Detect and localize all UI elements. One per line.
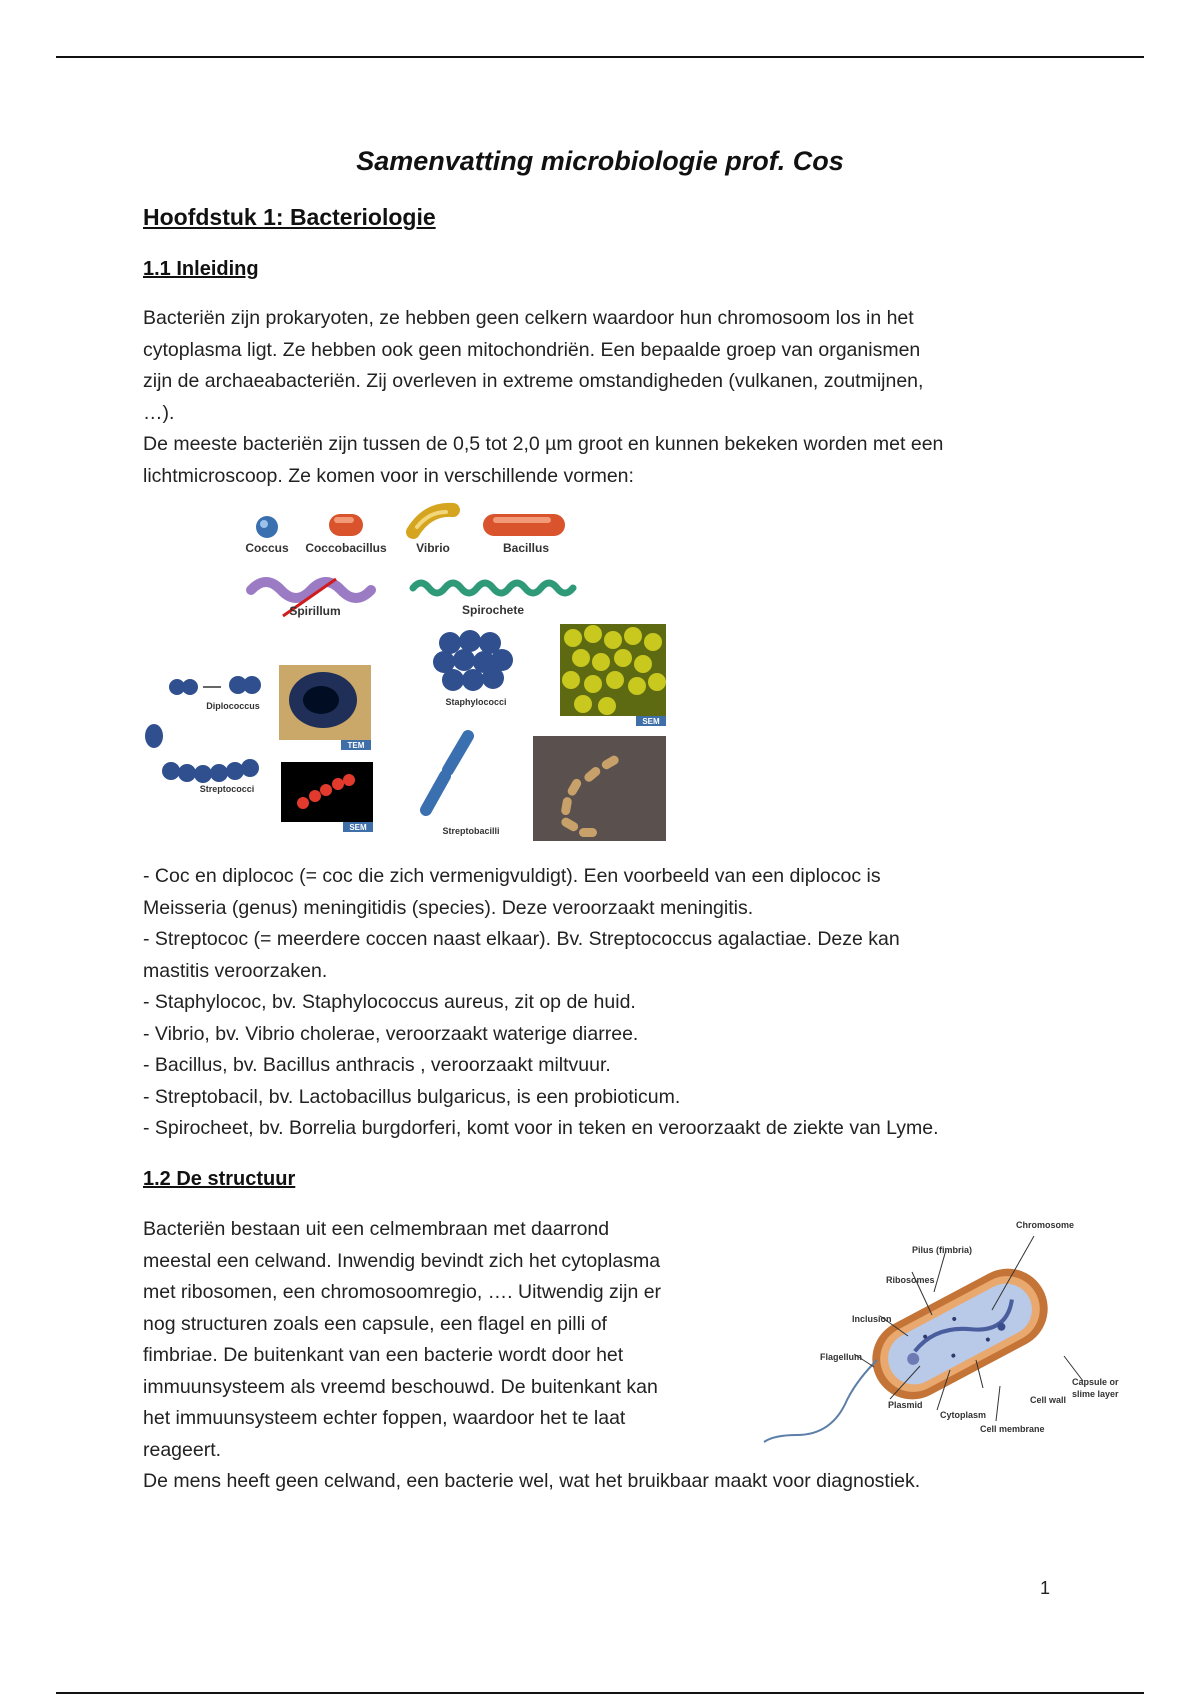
text-line: cytoplasma ligt. Ze hebben ook geen mitochondriën. Een bepaalde groep van organismen — [143, 338, 921, 361]
flagellum-label: Flagellum — [820, 1352, 863, 1362]
inclusion-label: Inclusion — [852, 1314, 892, 1324]
sem-label-1: SEM — [349, 823, 367, 832]
staphylococci-illustration — [433, 630, 513, 691]
text-line: het immuunsysteem echter foppen, waardoor het te laat — [143, 1407, 626, 1429]
streptobacilli-label: Streptobacilli — [442, 826, 500, 836]
ribosomes-label: Ribosomes — [886, 1275, 935, 1285]
bacillus-label: Bacillus — [502, 541, 550, 555]
pilus-label: Pilus (fimbria) — [912, 1245, 973, 1255]
coccobacillus-label: Coccobacillus — [305, 541, 387, 555]
cytoplasm-label: Cytoplasm — [940, 1410, 987, 1420]
text-line: zijn de archaeabacteriën. Zij overleven in extreme omstandigheden (vulkanen, zoutmijnen, — [143, 370, 924, 392]
bacteria-shapes-figure — [143, 500, 668, 852]
list-line: - Streptobacil, bv. Lactobacillus bulgaricus, is een probioticum. — [143, 1085, 681, 1108]
spirochete-illustration — [413, 583, 573, 593]
text-line: met ribosomen, een chromosoomregio, …. Uitwendig zijn er — [143, 1281, 662, 1303]
list-line: - Coc en diplococ (= coc die zich vermenigvuldigt). Een voorbeeld van een diplococ is — [143, 865, 881, 887]
list-line: - Vibrio, bv. Vibrio cholerae, veroorzaakt waterige diarree. — [143, 1022, 639, 1045]
section-1-heading: 1.1 Inleiding — [143, 258, 259, 280]
streptobacilli-photo — [533, 736, 666, 841]
chromosome-label: Chromosome — [1016, 1220, 1075, 1230]
text-line: immuunsysteem als vreemd beschouwd. De buitenkant kan — [143, 1375, 658, 1398]
section-2-heading: 1.2 De structuur — [143, 1168, 296, 1190]
cell-wall-label: Cell wall — [1030, 1395, 1067, 1405]
cell-membrane-label: Cell membrane — [980, 1424, 1045, 1434]
list-line: - Streptococ (= meerdere coccen naast elkaar). Bv. Streptococcus agalactiae. Deze kan — [143, 928, 900, 950]
bacillus-illustration — [483, 514, 565, 536]
sem-streptococci-image — [281, 762, 373, 832]
bacteria-shapes-list — [143, 861, 939, 1145]
spirillum-label: Spirillum — [289, 604, 341, 618]
vibrio-label: Vibrio — [416, 541, 450, 555]
list-line: Meisseria (genus) meningitidis (species). Deze veroorzaakt meningitis. — [143, 896, 754, 919]
text-line: meestal een celwand. Inwendig bevindt zich het cytoplasma — [143, 1249, 661, 1272]
chapter-heading: Hoofdstuk 1: Bacteriologie — [143, 204, 436, 230]
list-line: - Spirocheet, bv. Borrelia burgdorferi, komt voor in teken en veroorzaakt de ziekte van Lyme. — [143, 1117, 939, 1139]
text-line: nog structuren zoals een capsule, een flagel en pilli of — [143, 1312, 607, 1335]
text-line: Bacteriën bestaan uit een celmembraan met daarrond — [143, 1218, 610, 1240]
text-line: De meeste bacteriën zijn tussen de 0,5 tot 2,0 µm groot en kunnen bekeken worden met een — [143, 433, 944, 455]
page-number: 1 — [1040, 1578, 1051, 1598]
streptococci-label: Streptococci — [199, 784, 255, 794]
sem-label-2: SEM — [642, 717, 660, 726]
bacterial-cell-diagram — [762, 1210, 1134, 1450]
plasmid-label: Plasmid — [888, 1400, 923, 1410]
text-line: lichtmicroscoop. Ze komen voor in verschillende vormen: — [143, 464, 634, 487]
streptococci-illustration — [162, 759, 259, 783]
diplococci-label: Diplococcus — [206, 701, 260, 711]
spirochete-label: Spirochete — [461, 603, 525, 617]
coccobacillus-illustration — [329, 514, 363, 536]
coccus-illustration — [256, 516, 278, 538]
streptobacilli-illustration — [426, 736, 468, 810]
sem-staphylococci-image — [560, 624, 666, 726]
list-line: - Staphylococ, bv. Staphylococcus aureus, zit op de huid. — [143, 991, 636, 1013]
capsule-label-line-2: slime layer — [1072, 1389, 1119, 1399]
tem-label: TEM — [347, 741, 365, 750]
list-line: mastitis veroorzaken. — [143, 959, 328, 982]
diplococci-illustration — [145, 676, 261, 748]
vibrio-illustration — [413, 510, 453, 532]
document-title: Samenvatting microbiologie prof. Cos — [356, 146, 844, 176]
text-line: Bacteriën zijn prokaryoten, ze hebben geen celkern waardoor hun chromosoom los in het — [143, 307, 914, 329]
text-line: reageert. — [143, 1438, 222, 1461]
text-line: …). — [143, 401, 175, 424]
staphylococci-label: Staphylococci — [445, 697, 507, 707]
capsule-label-line-1: Capsule or — [1072, 1377, 1119, 1387]
list-line: - Bacillus, bv. Bacillus anthracis , veroorzaakt miltvuur. — [143, 1054, 611, 1076]
section-1-paragraph — [143, 303, 943, 492]
tem-image — [279, 665, 371, 750]
text-line: fimbriae. De buitenkant van een bacterie wordt door het — [143, 1344, 624, 1366]
bottom-rule — [56, 1692, 1144, 1694]
text-line: De mens heeft geen celwand, een bacterie wel, wat het bruikbaar maakt voor diagnostiek. — [143, 1470, 921, 1492]
coccus-label: Coccus — [245, 541, 289, 555]
